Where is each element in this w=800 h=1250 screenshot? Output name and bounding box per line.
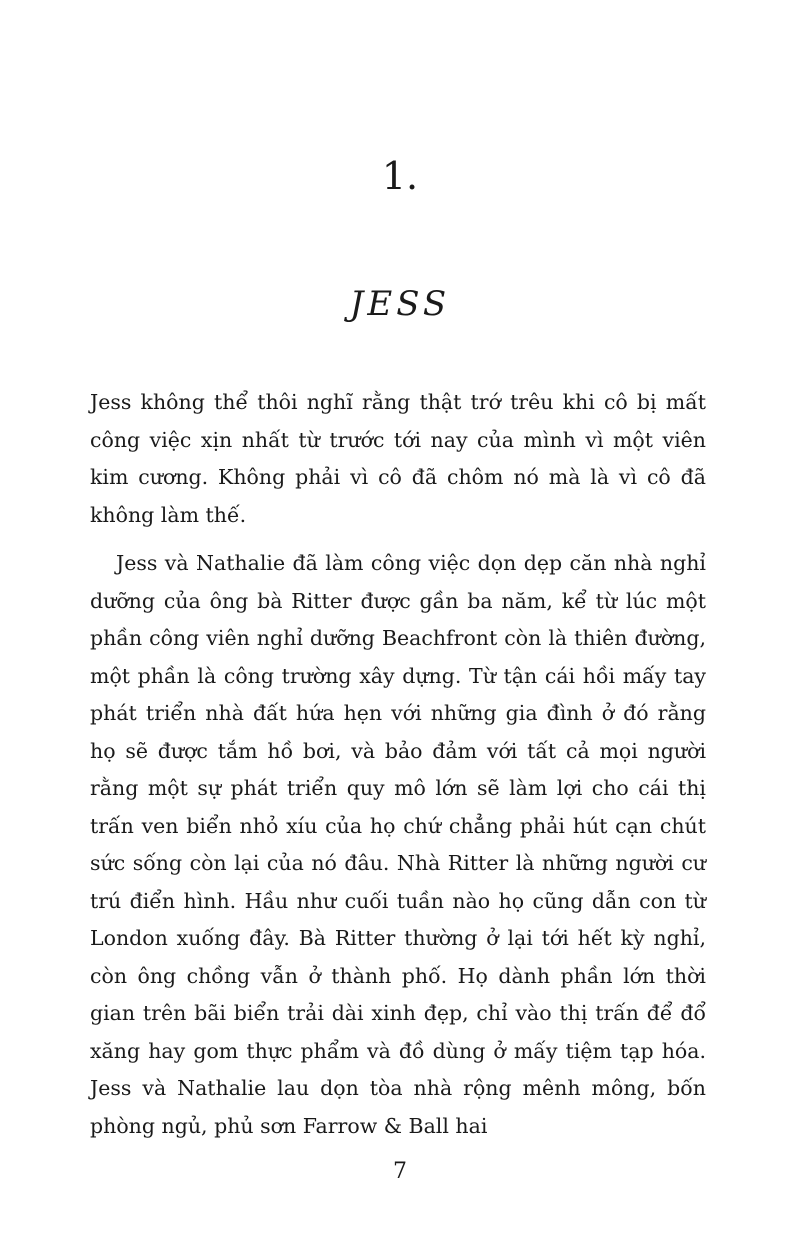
- chapter-number: 1.: [381, 154, 419, 198]
- page-number: 7: [393, 1159, 407, 1184]
- paragraph-2: Jess và Nathalie đã làm công việc dọn dẹp căn nhà nghỉ dưỡng của ông bà Ritter được gần ba năm, kể từ lúc một phần công viên nghỉ dưỡng Beachfront còn là thiên đường, một phần là công trường xây dựng. Từ tận cái hồi mấy tay phát triển nhà đất hứa hẹn với những gia đình ở đó rằng họ sẽ được tắm hồ bơi, và bảo đảm với tất cả mọi người rằng một sự phát triển quy mô lớn sẽ làm lợi cho cái thị trấn ven biển nhỏ xíu của họ chứ chẳng phải hút cạn chút sức sống còn lại của nó đâu. Nhà Ritter là những người cư trú điển hình. Hầu như cuối tuần nào họ cũng dẫn con từ London xuống đây. Bà Ritter thường ở lại tới hết kỳ nghỉ, còn ông chồng vẫn ở thành phố. Họ dành phần lớn thời gian trên bãi biển trải dài xinh đẹp, chỉ vào thị trấn để đổ xăng hay gom thực phẩm và đồ dùng ở mấy tiệm tạp hóa. Jess và Nathalie lau dọn tòa nhà rộng mênh mông, bốn phòng ngủ, phủ sơn Farrow & Ball hai: [90, 551, 706, 1138]
- chapter-body: [90, 384, 706, 1145]
- chapter-title: JESS: [349, 284, 451, 324]
- paragraph-1: Jess không thể thôi nghĩ rằng thật trớ trêu khi cô bị mất công việc xịn nhất từ trước tới nay của mình vì một viên kim cương. Không phải vì cô đã chôm nó mà là vì cô đã không làm thế.: [90, 390, 706, 527]
